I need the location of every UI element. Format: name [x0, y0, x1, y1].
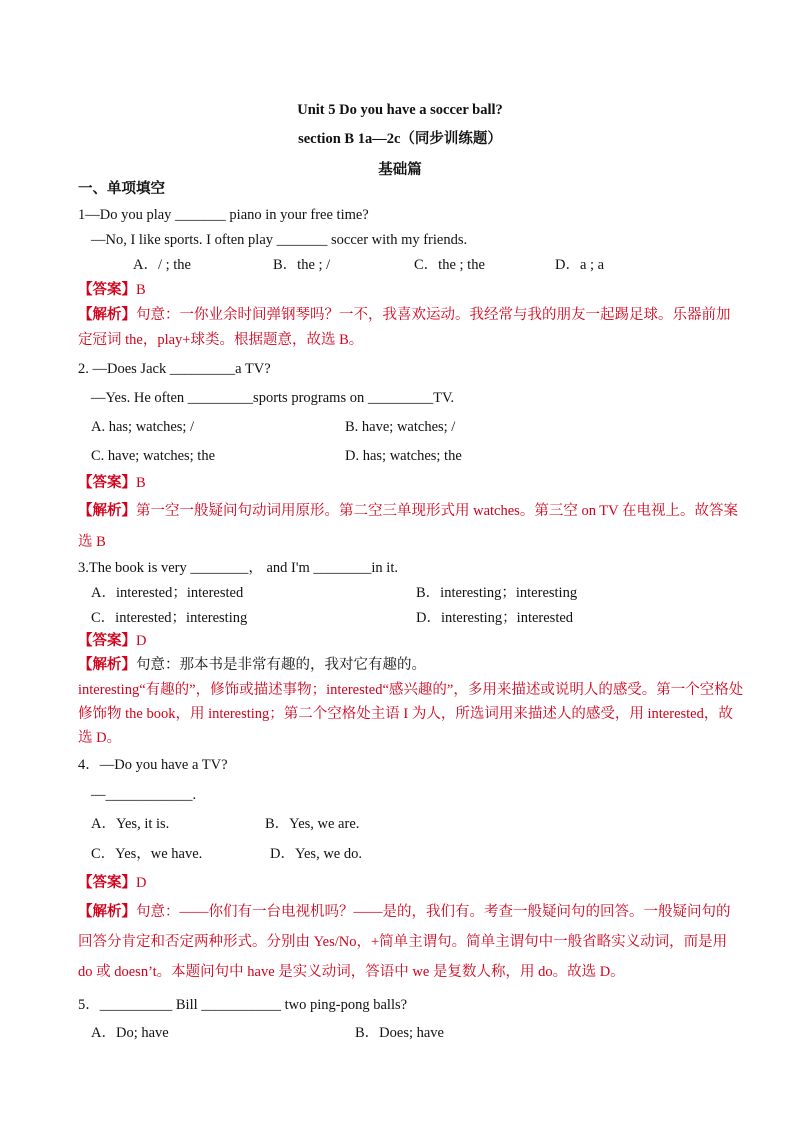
- q1-analysis-line-2: 定冠词 the，play+球类。根据题意，故选 B。: [78, 332, 364, 348]
- q3-option-d: D．interesting；interested: [416, 610, 574, 626]
- q2-stem-line-2: —Yes. He often _________sports programs on _________TV.: [91, 390, 455, 406]
- answer-value: B: [136, 282, 146, 298]
- q3-option-c: C．interested；interesting: [91, 610, 248, 626]
- q3-option-a: A．interested；interested: [91, 585, 244, 601]
- q1-option-c: C．the ; the: [414, 257, 485, 273]
- answer-tag: 【答案】: [78, 633, 136, 649]
- answer-tag: 【答案】: [78, 475, 136, 491]
- q3-analysis-line-2: interesting“有趣的”，修饰或描述事物；interested“感兴趣的”，多用来描述或说明人的感受。第一个空格处: [78, 682, 744, 698]
- q3-stem: 3.The book is very ________， and I'm ________in it.: [78, 560, 398, 576]
- q5-stem: 5．__________ Bill ___________ two ping-pong balls?: [78, 997, 408, 1013]
- analysis-tag: 【解析】: [78, 503, 136, 519]
- q4-option-a: A．Yes, it is.: [91, 816, 170, 832]
- q2-option-d: D. has; watches; the: [345, 448, 462, 464]
- q1-option-a: A．/ ; the: [133, 257, 191, 273]
- q1-stem-line-2: —No, I like sports. I often play _______ soccer with my friends.: [91, 232, 468, 248]
- q1-answer: [78, 281, 146, 299]
- answer-value: D: [136, 633, 147, 649]
- q2-answer: [78, 474, 146, 492]
- part-title: 一、单项填空: [78, 181, 165, 197]
- q4-answer: [78, 874, 146, 892]
- q2-analysis-line-2: 选 B: [78, 534, 106, 550]
- q3-option-b: B．interesting；interesting: [416, 585, 578, 601]
- q3-analysis-line-3: 修饰物 the book，用 interesting；第二个空格处主语 I 为人，所选词用来描述人的感受，用 interested，故: [78, 706, 733, 722]
- q4-option-c: C．Yes，we have.: [91, 846, 203, 862]
- q3-analysis-line-1: 【解析】句意：那本书是非常有趣的，我对它有趣的。: [78, 657, 426, 673]
- answer-tag: 【答案】: [78, 282, 136, 298]
- q1-stem-line-1: 1—Do you play _______ piano in your free time?: [78, 207, 369, 223]
- q5-option-b: B．Does; have: [355, 1025, 444, 1041]
- q4-stem-line-2: —____________.: [91, 787, 197, 803]
- q3-analysis-line-4: 选 D。: [78, 730, 122, 746]
- level-title: 基础篇: [378, 162, 422, 178]
- unit-title: Unit 5 Do you have a soccer ball?: [297, 102, 503, 118]
- section-title: section B 1a—2c（同步训练题）: [298, 131, 502, 147]
- q4-analysis-line-2: 回答分肯定和否定两种形式。分别由 Yes/No，+简单主谓句。简单主谓句中一般省略实义动词，而是用: [78, 934, 728, 950]
- q1-option-d: D．a ; a: [555, 257, 605, 273]
- q4-option-b: B．Yes, we are.: [265, 816, 360, 832]
- q3-answer: [78, 632, 146, 650]
- answer-value: D: [136, 875, 147, 891]
- q2-option-a: A. has; watches; /: [91, 419, 195, 435]
- q1-analysis-line-1: 【解析】句意：一你业余时间弹钢琴吗？一不，我喜欢运动。我经常与我的朋友一起踢足球。乐器前加: [78, 307, 731, 323]
- q4-stem-line-1: 4．—Do you have a TV?: [78, 757, 228, 773]
- q4-analysis-line-1: 【解析】句意：——你们有一台电视机吗？——是的，我们有。考查一般疑问句的回答。一般疑问句的: [78, 904, 731, 920]
- analysis-tag: 【解析】: [78, 657, 136, 673]
- q2-analysis-line-1: 【解析】第一空一般疑问句动词用原形。第二空三单现形式用 watches。第三空 on TV 在电视上。故答案: [78, 503, 739, 519]
- answer-tag: 【答案】: [78, 875, 136, 891]
- q2-option-b: B. have; watches; /: [345, 419, 456, 435]
- q4-option-d: D．Yes, we do.: [270, 846, 362, 862]
- q1-option-b: B．the ; /: [273, 257, 331, 273]
- analysis-tag: 【解析】: [78, 904, 136, 920]
- q2-stem-line-1: 2. —Does Jack _________a TV?: [78, 361, 271, 377]
- q5-option-a: A．Do; have: [91, 1025, 169, 1041]
- answer-value: B: [136, 475, 146, 491]
- analysis-tag: 【解析】: [78, 307, 136, 323]
- q2-option-c: C. have; watches; the: [91, 448, 216, 464]
- q4-analysis-line-3: do 或 doesn’t。本题问句中 have 是实义动词，答语中 we 是复数人称，用 do。故选 D。: [78, 964, 625, 980]
